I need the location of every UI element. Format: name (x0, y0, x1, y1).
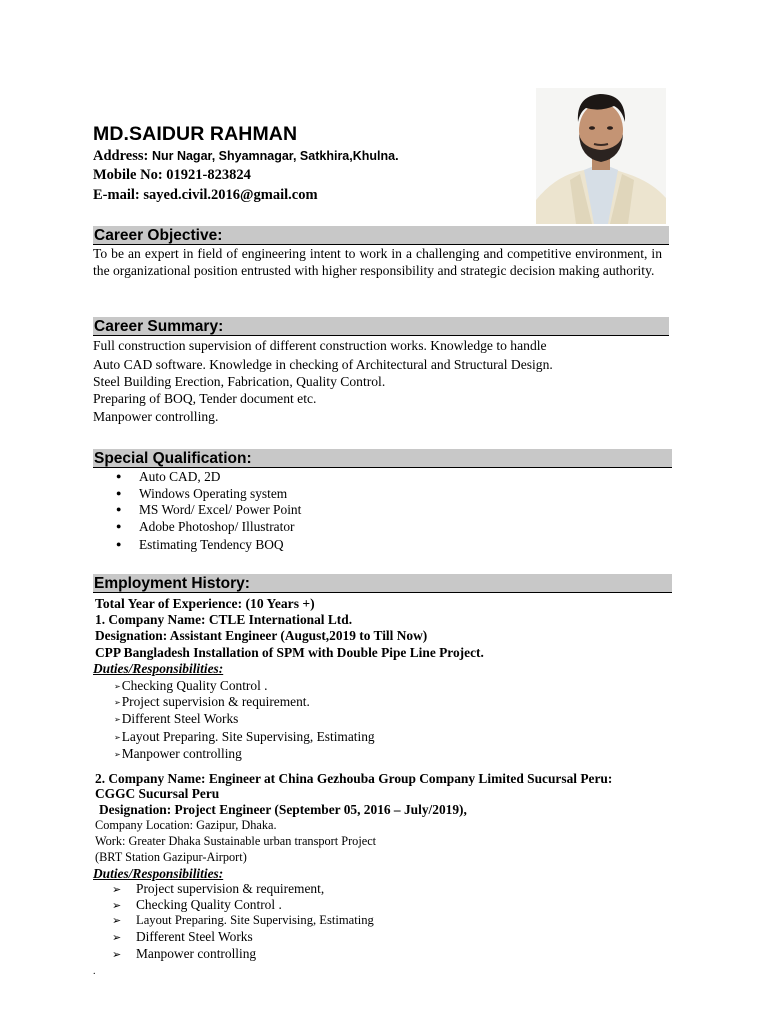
arrow-bullet-icon: ➢ (112, 949, 122, 961)
qualification-item: ● Auto CAD, 2D (116, 469, 221, 484)
address-label: Address: (93, 148, 149, 164)
job2-duty-item: ➢ Project supervision & requirement, (112, 881, 325, 896)
arrow-bullet-icon: ➢ (114, 682, 121, 691)
candidate-name: MD.SAIDUR RAHMAN (93, 123, 298, 145)
employment-history-heading: Employment History: (93, 574, 672, 593)
summary-line: Preparing of BOQ, Tender document etc. (93, 391, 317, 406)
job1-duty-item: ➢Manpower controlling (114, 746, 242, 761)
qualification-item: ● Adobe Photoshop/ Illustrator (116, 519, 295, 534)
arrow-bullet-icon: ➢ (112, 932, 122, 944)
qualification-item: ● Estimating Tendency BOQ (116, 537, 284, 552)
job2-work: Work: Greater Dhaka Sustainable urban transport Project (95, 834, 377, 848)
summary-line: Steel Building Erection, Fabrication, Quality Control. (93, 374, 386, 389)
job2-duty-item: ➢ Checking Quality Control . (112, 897, 282, 912)
job1-duty-item: ➢Different Steel Works (114, 711, 239, 726)
bullet-icon: ● (116, 521, 122, 531)
arrow-bullet-icon: ➢ (112, 884, 122, 896)
job1-company: 1. Company Name: CTLE International Ltd. (95, 612, 353, 627)
career-objective-text: To be an expert in field of engineering intent to work in a challenging and competitive environment, in the organizational position entrusted with higher responsibility and strategic decision making authority. (93, 246, 662, 279)
job2-company-line2: CGGC Sucursal Peru (95, 786, 220, 801)
profile-photo (536, 88, 666, 224)
job2-location: Company Location: Gazipur, Dhaka. (95, 818, 277, 832)
summary-line: Auto CAD software. Knowledge in checking of Architectural and Structural Design. (93, 357, 553, 372)
job2-station: (BRT Station Gazipur-Airport) (95, 850, 247, 864)
qualification-item: ● MS Word/ Excel/ Power Point (116, 502, 302, 517)
job2-duty-item: ➢ Different Steel Works (112, 929, 253, 944)
qualification-item: ● Windows Operating system (116, 486, 288, 501)
arrow-bullet-icon: ➢ (114, 715, 121, 724)
bullet-icon: ● (116, 471, 122, 481)
job2-company-line1: 2. Company Name: Engineer at China Gezhouba Group Company Limited Sucursal Peru: (95, 771, 613, 786)
job1-duties-label: Duties/Responsibilities: (93, 661, 224, 676)
career-summary-heading: Career Summary: (93, 317, 669, 336)
address-value: Nur Nagar, Shyamnagar, Satkhira,Khulna. (151, 149, 399, 163)
person-portrait-icon (536, 88, 666, 224)
bullet-icon: ● (116, 504, 122, 514)
total-experience: Total Year of Experience: (10 Years +) (95, 596, 315, 611)
arrow-bullet-icon: ➢ (112, 915, 122, 927)
job1-project: CPP Bangladesh Installation of SPM with Double Pipe Line Project. (95, 645, 484, 660)
address-line (93, 148, 399, 165)
mobile-line: Mobile No: 01921-823824 (93, 167, 251, 183)
summary-line: Manpower controlling. (93, 409, 219, 424)
bullet-icon: ● (116, 488, 122, 498)
job2-duties-label: Duties/Responsibilities: (93, 866, 224, 881)
arrow-bullet-icon: ➢ (114, 698, 121, 707)
job1-designation: Designation: Assistant Engineer (August,2019 to Till Now) (95, 628, 428, 643)
career-objective-heading: Career Objective: (93, 226, 669, 245)
job2-designation: Designation: Project Engineer (September 05, 2016 – July/2019), (99, 802, 467, 817)
job1-duty-item: ➢Layout Preparing. Site Supervising, Estimating (114, 729, 375, 744)
arrow-bullet-icon: ➢ (112, 900, 122, 912)
arrow-bullet-icon: ➢ (114, 750, 121, 759)
job1-duty-item: ➢Checking Quality Control . (114, 678, 268, 693)
footer-mark: . (93, 966, 96, 977)
summary-line: Full construction supervision of different construction works. Knowledge to handle (93, 338, 547, 353)
job1-duty-item: ➢Project supervision & requirement. (114, 694, 310, 709)
job2-duty-item: ➢ Manpower controlling (112, 946, 257, 961)
arrow-bullet-icon: ➢ (114, 733, 121, 742)
email-line: E-mail: sayed.civil.2016@gmail.com (93, 187, 318, 203)
bullet-icon: ● (116, 539, 122, 549)
job2-duty-item: ➢ Layout Preparing. Site Supervising, Estimating (112, 913, 374, 927)
special-qualification-heading: Special Qualification: (93, 449, 672, 468)
